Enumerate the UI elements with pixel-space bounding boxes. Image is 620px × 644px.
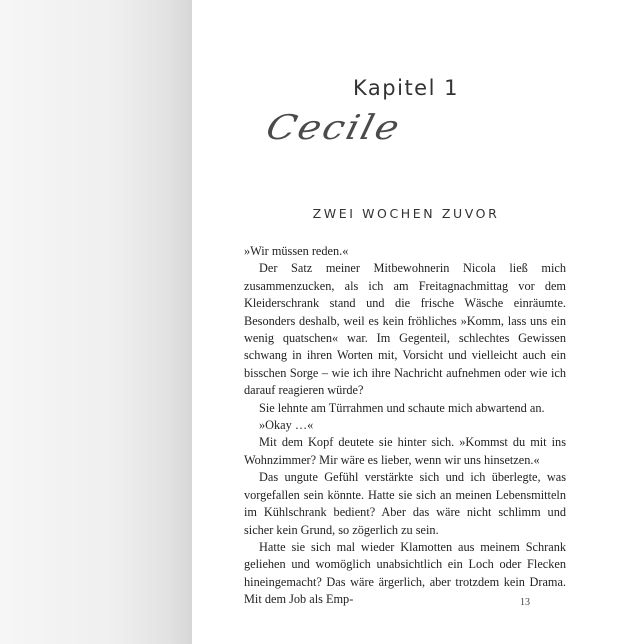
book-page <box>192 0 620 644</box>
paragraph: Mit dem Kopf deutete sie hinter sich. »Kommst du mit ins Wohnzimmer? Mir wäre es lieber, wenn wir uns hinsetzen.« <box>244 435 566 467</box>
chapter-title: Kapitel 1 <box>353 76 459 100</box>
paragraph: Der Satz meiner Mitbewohnerin Nicola ließ mich zusammenzucken, als ich am Freitagnachmittag vor dem Kleiderschrank stand und die frische Wäsche einräumte. Besonders deshalb, weil es kein fröhliches »Komm, lass uns ein wenig quatschen« war. Im Gegenteil, schlechtes Gewissen schwang in ihren Worten mit, Vorsicht und vielleicht auch ein bisschen Sorge – wie ich ihre Nachricht aufnehmen oder wie ich darauf reagieren würde? <box>244 261 566 398</box>
section-heading: ZWEI WOCHEN ZUVOR <box>312 206 500 221</box>
chapter-name-script: Cecile <box>262 108 406 148</box>
paragraph: Hatte sie sich mal wieder Klamotten aus meinem Schrank geliehen und womöglich unabsichtlich ein Loch oder Flecken hineingemacht? Das wäre ärgerlich, aber trotzdem kein Drama. Mit dem Job als Emp- <box>244 539 566 607</box>
paragraph: »Wir müssen reden.« <box>244 244 349 258</box>
page-number: 13 <box>520 597 530 608</box>
page-gutter-shadow <box>0 0 192 644</box>
paragraph: »Okay …« <box>259 418 314 433</box>
paragraph: Das ungute Gefühl verstärkte sich und ich überlegte, was vorgefallen sein könnte. Hatte sie sich an meinen Lebensmitteln im Kühlschrank bedient? Aber das wäre nicht schlimm und sicher kein Grund, so zögerlich zu sein. <box>244 470 566 537</box>
body-text <box>244 243 566 609</box>
paragraph: Sie lehnte am Türrahmen und schaute mich abwartend an. <box>259 400 545 415</box>
